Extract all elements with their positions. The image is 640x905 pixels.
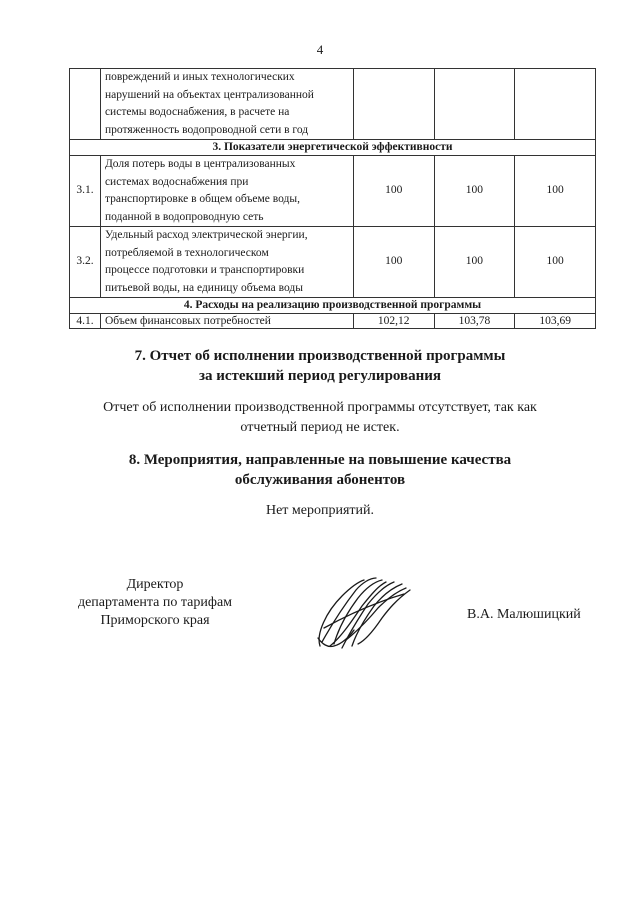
value-cell: 103,69 (515, 314, 596, 329)
description-line: протяженность водопроводной сети в год (104, 123, 309, 136)
indicators-table (69, 68, 596, 329)
position-line: Приморского края (100, 613, 210, 628)
handwritten-signature (312, 574, 416, 650)
row-description-cell: Объем финансовых потребностей (100, 314, 353, 329)
value-cell: 100 (353, 227, 434, 298)
value-cell: 103,78 (434, 314, 515, 329)
value-cell: 100 (515, 227, 596, 298)
section-3-title: 3. Показатели энергетической эффективности (70, 140, 596, 156)
section-8-text: Нет мероприятий. (265, 503, 375, 518)
section-7-heading (0, 346, 640, 386)
table-row (70, 69, 596, 140)
description-line: повреждений и иных технологических (104, 71, 295, 83)
position-line: департамента по тарифам (77, 595, 233, 610)
description-line: поданной в водопроводную сеть (104, 210, 264, 223)
value-cell: 100 (434, 227, 515, 298)
signatory-name: В.А. Малюшицкий (467, 607, 581, 622)
value-cell: 100 (353, 156, 434, 227)
table-row (70, 227, 596, 298)
value-cell: 102,12 (353, 314, 434, 329)
description-line: Доля потерь воды в централизованных (104, 158, 296, 170)
row-number-cell (70, 69, 101, 140)
value-cell (353, 69, 434, 140)
text-line: отчетный период не истек. (240, 420, 400, 435)
description-line: питьевой воды, на единицу объема воды (104, 281, 303, 294)
description-line: транспортировке в общем объеме воды, (104, 193, 300, 205)
heading-line: обслуживания абонентов (234, 472, 406, 488)
section-7-text (0, 398, 640, 438)
row-description-cell (100, 69, 353, 140)
heading-line: за истекший период регулирования (198, 368, 442, 384)
section-row (70, 140, 596, 156)
description-line: Удельный расход электрической энергии, (104, 229, 308, 241)
value-cell (515, 69, 596, 140)
value-cell: 100 (515, 156, 596, 227)
text-line: Отчет об исполнении производственной программы отсутствует, так как (103, 400, 537, 415)
signatory-position (60, 576, 250, 630)
table-row (70, 156, 596, 227)
heading-line: 8. Мероприятия, направленные на повышение качества (128, 452, 512, 468)
row-number-cell: 4.1. (70, 314, 101, 329)
description-line: процессе подготовки и транспортировки (104, 264, 305, 276)
page-number: 4 (316, 42, 324, 57)
table-row (70, 314, 596, 329)
value-cell: 100 (434, 156, 515, 227)
section-row (70, 298, 596, 314)
description-line: системах водоснабжения при (104, 175, 249, 188)
position-line: Директор (126, 577, 184, 592)
value-cell (434, 69, 515, 140)
heading-line: 7. Отчет об исполнении производственной программы (134, 348, 506, 364)
description-line: нарушений на объектах централизованной (104, 88, 314, 101)
description-line: системы водоснабжения, в расчете на (104, 106, 290, 118)
row-description-cell (100, 156, 353, 227)
row-number-cell: 3.1. (70, 156, 101, 227)
row-number-cell: 3.2. (70, 227, 101, 298)
description-line: потребляемой в технологическом (104, 246, 269, 259)
row-description-cell (100, 227, 353, 298)
section-4-title: 4. Расходы на реализацию производственной программы (70, 298, 596, 314)
section-8-heading (0, 450, 640, 490)
